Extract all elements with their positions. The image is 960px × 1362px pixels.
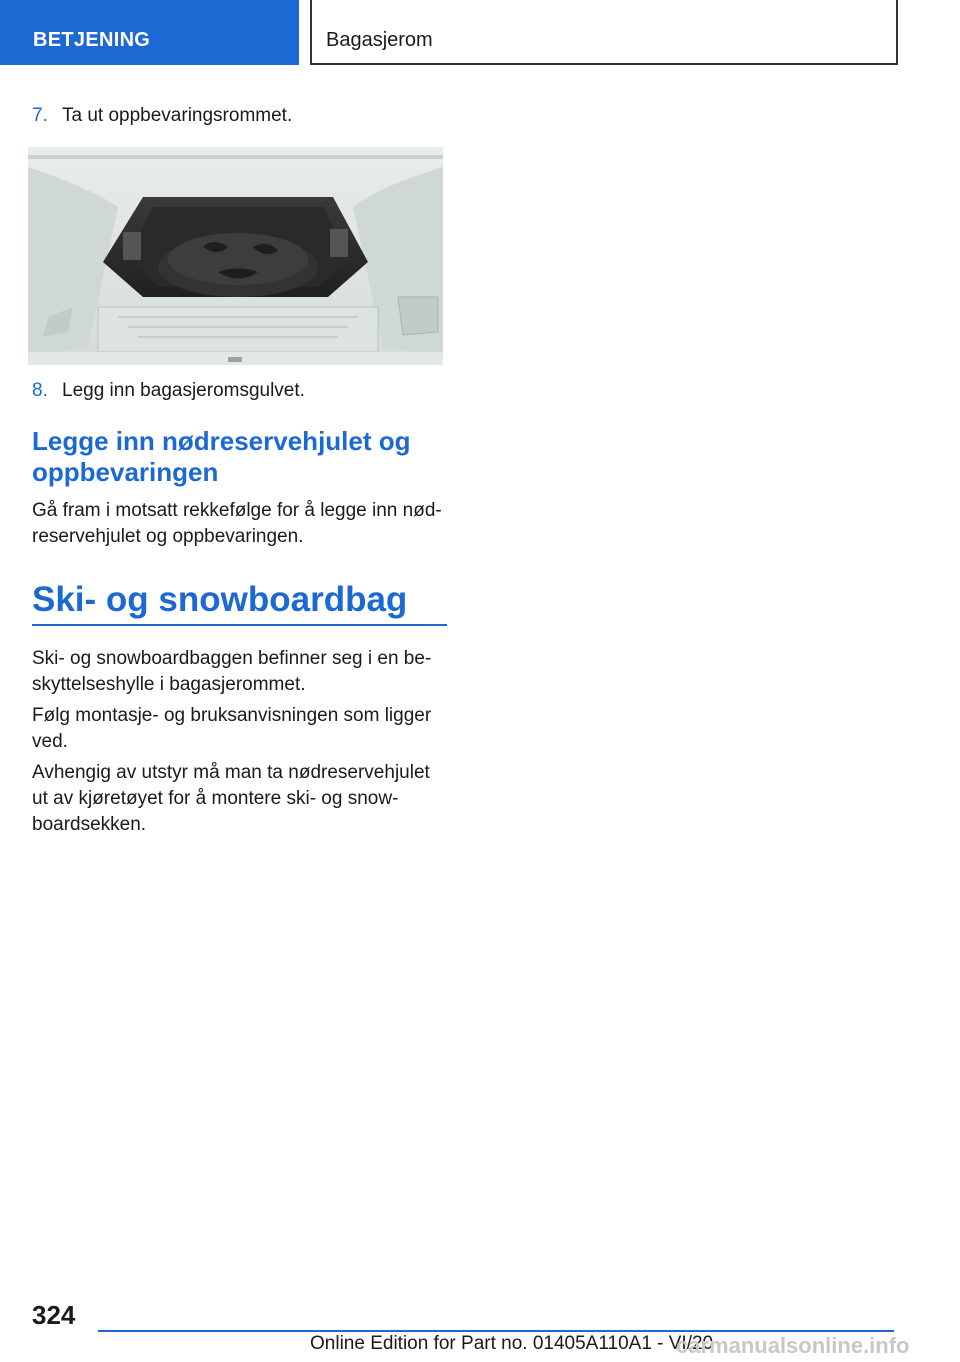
section-paragraph-3 — [32, 760, 447, 838]
section-paragraph-1 — [32, 646, 447, 698]
section-paragraph-2 — [32, 703, 447, 755]
header-section-tab — [0, 0, 299, 65]
section-heading: Ski- og snowboardbag — [32, 580, 408, 619]
header-chapter-box — [310, 0, 898, 65]
paragraph-line: ut av kjøretøyet for å montere ski- og snow- — [32, 788, 399, 809]
step-text: Ta ut oppbevaringsrommet. — [62, 105, 293, 126]
step-8 — [32, 380, 305, 402]
subsection-body-line-1: Gå fram i motsatt rekkefølge for å legge inn nød- — [32, 500, 442, 521]
trunk-storage-illustration — [28, 147, 443, 365]
step-number: 7. — [32, 105, 48, 126]
paragraph-line: ved. — [32, 731, 68, 752]
page-number: 324 — [32, 1300, 76, 1330]
subsection-heading — [32, 426, 442, 488]
subsection-body — [32, 498, 447, 550]
header-section-label: BETJENING — [33, 29, 151, 51]
subsection-heading-line-2: oppbevaringen — [32, 457, 219, 487]
subsection-body-line-2: reservehjulet og oppbevaringen. — [32, 526, 304, 547]
footer-edition: Online Edition for Part no. 01405A110A1 - VI/20 — [310, 1333, 714, 1354]
watermark: carmanualsonline.info — [676, 1333, 910, 1358]
paragraph-line: Avhengig av utstyr må man ta nødreservehjulet — [32, 762, 430, 783]
footer-rule — [98, 1330, 894, 1332]
section-heading-rule — [32, 624, 447, 626]
step-number: 8. — [32, 380, 48, 401]
step-7 — [32, 105, 292, 127]
paragraph-line: Ski- og snowboardbaggen befinner seg i en be- — [32, 648, 432, 669]
subsection-heading-line-1: Legge inn nødreservehjulet og — [32, 426, 411, 456]
paragraph-line: Følg montasje- og bruksanvisningen som ligger — [32, 705, 432, 726]
header-chapter-label: Bagasjerom — [326, 29, 433, 51]
step-text: Legg inn bagasjeromsgulvet. — [62, 380, 305, 401]
paragraph-line: skyttelseshylle i bagasjerommet. — [32, 674, 306, 695]
paragraph-line: boardsekken. — [32, 814, 147, 835]
